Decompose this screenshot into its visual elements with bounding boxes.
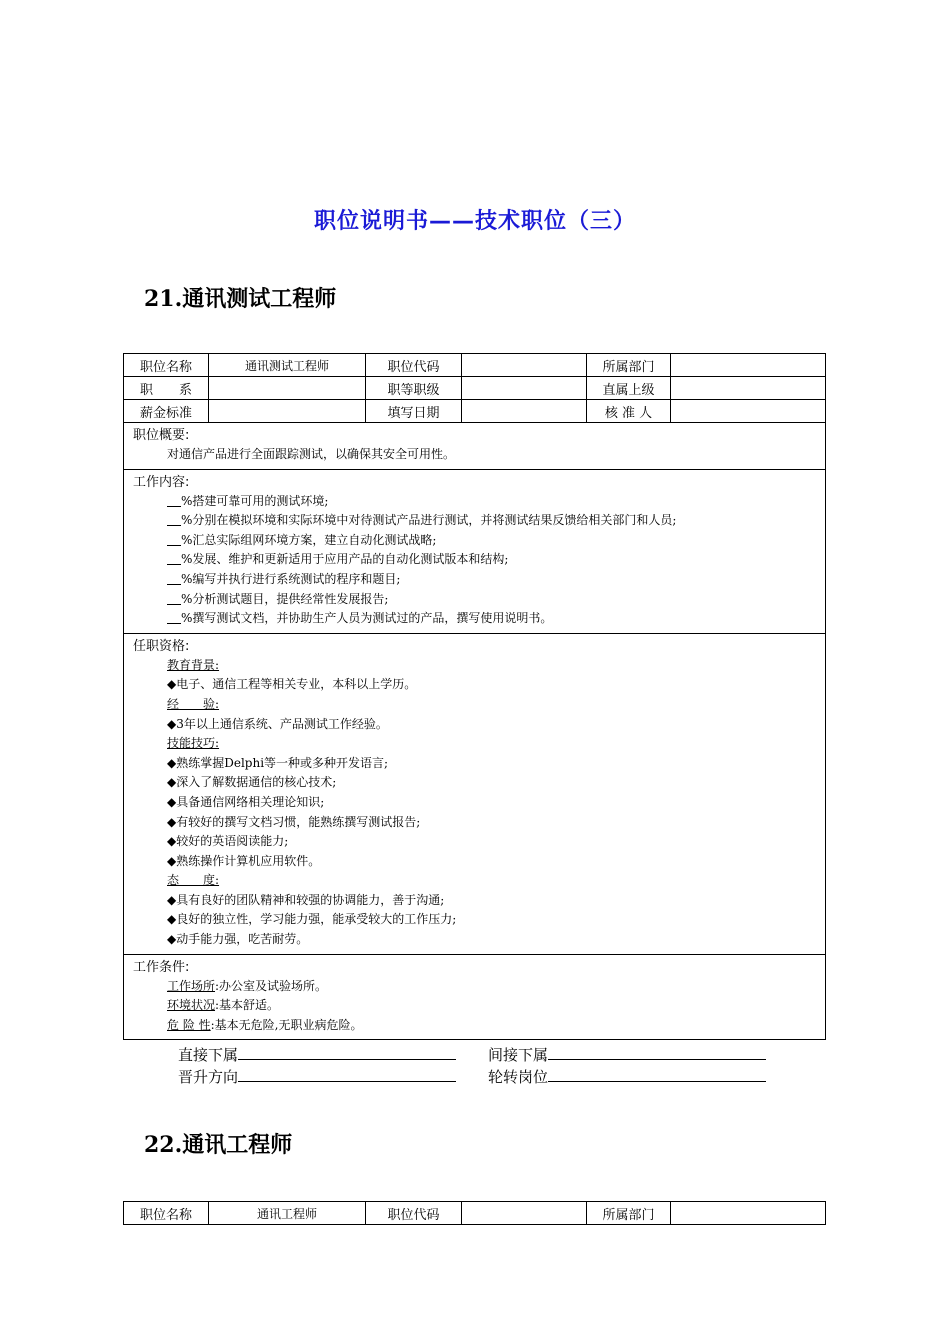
section-heading-22: 22.通讯工程师 — [144, 1132, 293, 1158]
salary-label: 薪金标准 — [124, 400, 209, 423]
approver-label: 核 准 人 — [587, 400, 671, 423]
section-heading-21: 21.通讯测试工程师 — [144, 286, 337, 312]
salary-value — [209, 400, 366, 423]
job-grade-label: 职等职级 — [366, 377, 462, 400]
subordinates-block — [178, 1044, 766, 1088]
experience-label: 经 验: — [167, 696, 220, 711]
list-item: ◆熟练掌握Delphi等一种或多种开发语言; — [167, 755, 389, 770]
list-item: %编写并执行进行系统测试的程序和题目; — [133, 570, 817, 590]
list-item: ◆具有良好的团队精神和较强的协调能力，善于沟通; — [167, 892, 445, 907]
blank-line — [167, 493, 181, 507]
list-item: ◆3年以上通信系统、产品测试工作经验。 — [167, 716, 388, 731]
overview-row — [124, 423, 826, 470]
job-description-table-21 — [123, 353, 826, 1040]
table-row — [124, 354, 826, 377]
rotation-label: 轮转岗位 — [488, 1068, 549, 1086]
blank-line — [167, 551, 181, 565]
fill-date-value — [462, 400, 587, 423]
list-item: %分析测试题目，提供经常性发展报告; — [133, 590, 817, 610]
supervisor-value — [671, 377, 826, 400]
workplace-value: :办公室及试验场所。 — [215, 978, 328, 993]
environment-label: 环境状况 — [167, 998, 216, 1013]
list-item — [133, 996, 817, 1016]
work-content-cell — [124, 469, 826, 633]
department-label: 所属部门 — [587, 354, 671, 377]
list-item: ◆熟练操作计算机应用软件。 — [167, 853, 321, 868]
qualifications-row — [124, 633, 826, 954]
overview-text: 对通信产品进行全面跟踪测试，以确保其安全可用性。 — [167, 447, 456, 461]
conditions-label: 工作条件: — [133, 959, 190, 975]
table-row — [124, 400, 826, 423]
work-content-row — [124, 469, 826, 633]
risk-value: :基本无危险,无职业病危险。 — [210, 1017, 363, 1032]
list-item: %搭建可靠可用的测试环境; — [133, 492, 817, 512]
direct-subordinates-label: 直接下属 — [178, 1046, 239, 1064]
table-row — [124, 377, 826, 400]
position-name-label: 职位名称 — [124, 354, 209, 377]
list-item: %发展、维护和更新适用于应用产品的自动化测试版本和结构; — [133, 550, 817, 570]
position-name-label: 职位名称 — [124, 1202, 209, 1225]
supervisor-label: 直属上级 — [587, 377, 671, 400]
position-code-label: 职位代码 — [366, 354, 462, 377]
list-item: %汇总实际组网环境方案，建立自动化测试战略; — [133, 531, 817, 551]
position-name-value: 通讯工程师 — [209, 1202, 366, 1225]
workplace-label: 工作场所 — [167, 978, 216, 993]
environment-value: :基本舒适。 — [215, 998, 280, 1013]
list-item: ◆有较好的撰写文档习惯，能熟练撰写测试报告; — [167, 814, 421, 829]
conditions-cell — [124, 954, 826, 1040]
blank-line — [167, 610, 181, 624]
rotation-field — [548, 1067, 766, 1082]
job-family-label: 职 系 — [124, 377, 209, 400]
list-item: ◆较好的英语阅读能力; — [167, 834, 289, 849]
list-item — [133, 977, 817, 997]
blank-line — [167, 532, 181, 546]
qualifications-cell — [124, 633, 826, 954]
department-label: 所属部门 — [587, 1202, 671, 1225]
overview-label: 职位概要: — [133, 428, 190, 443]
list-item: %分别在模拟环境和实际环境中对待测试产品进行测试，并将测试结果反馈给相关部门和人员; — [133, 511, 817, 531]
promotion-label: 晋升方向 — [178, 1068, 239, 1086]
blank-line — [167, 571, 181, 585]
list-item: ◆动手能力强，吃苦耐劳。 — [167, 932, 309, 947]
list-item: %撰写测试文档，并协助生产人员为测试过的产品，撰写使用说明书。 — [133, 609, 817, 629]
fill-date-label: 填写日期 — [366, 400, 462, 423]
indirect-subordinates-field — [548, 1045, 766, 1060]
skills-label: 技能技巧: — [167, 736, 220, 751]
education-label: 教育背景: — [167, 657, 220, 672]
document-title: 职位说明书——技术职位（三） — [313, 209, 636, 234]
department-value — [671, 354, 826, 377]
blank-line — [167, 591, 181, 605]
position-name-value: 通讯测试工程师 — [209, 354, 366, 377]
overview-cell — [124, 423, 826, 470]
work-content-label: 工作内容: — [133, 474, 190, 490]
promotion-field — [238, 1067, 456, 1082]
position-code-value — [462, 1202, 587, 1225]
list-item: ◆良好的独立性，学习能力强，能承受较大的工作压力; — [167, 912, 457, 927]
job-family-value — [209, 377, 366, 400]
position-code-value — [462, 354, 587, 377]
job-grade-value — [462, 377, 587, 400]
qualifications-label: 任职资格: — [133, 638, 190, 654]
blank-line — [167, 512, 181, 526]
list-item: ◆深入了解数据通信的核心技术; — [167, 775, 337, 790]
job-description-table-22 — [123, 1201, 826, 1225]
list-item — [133, 1016, 817, 1036]
list-item: ◆电子、通信工程等相关专业，本科以上学历。 — [167, 677, 417, 692]
direct-subordinates-field — [238, 1045, 456, 1060]
risk-label: 危 险 性 — [167, 1017, 211, 1032]
approver-value — [671, 400, 826, 423]
list-item: ◆具备通信网络相关理论知识; — [167, 794, 325, 809]
indirect-subordinates-label: 间接下属 — [488, 1046, 549, 1064]
conditions-row — [124, 954, 826, 1040]
position-code-label: 职位代码 — [366, 1202, 462, 1225]
table-row — [124, 1202, 826, 1225]
department-value — [671, 1202, 826, 1225]
attitude-label: 态 度: — [167, 873, 220, 888]
